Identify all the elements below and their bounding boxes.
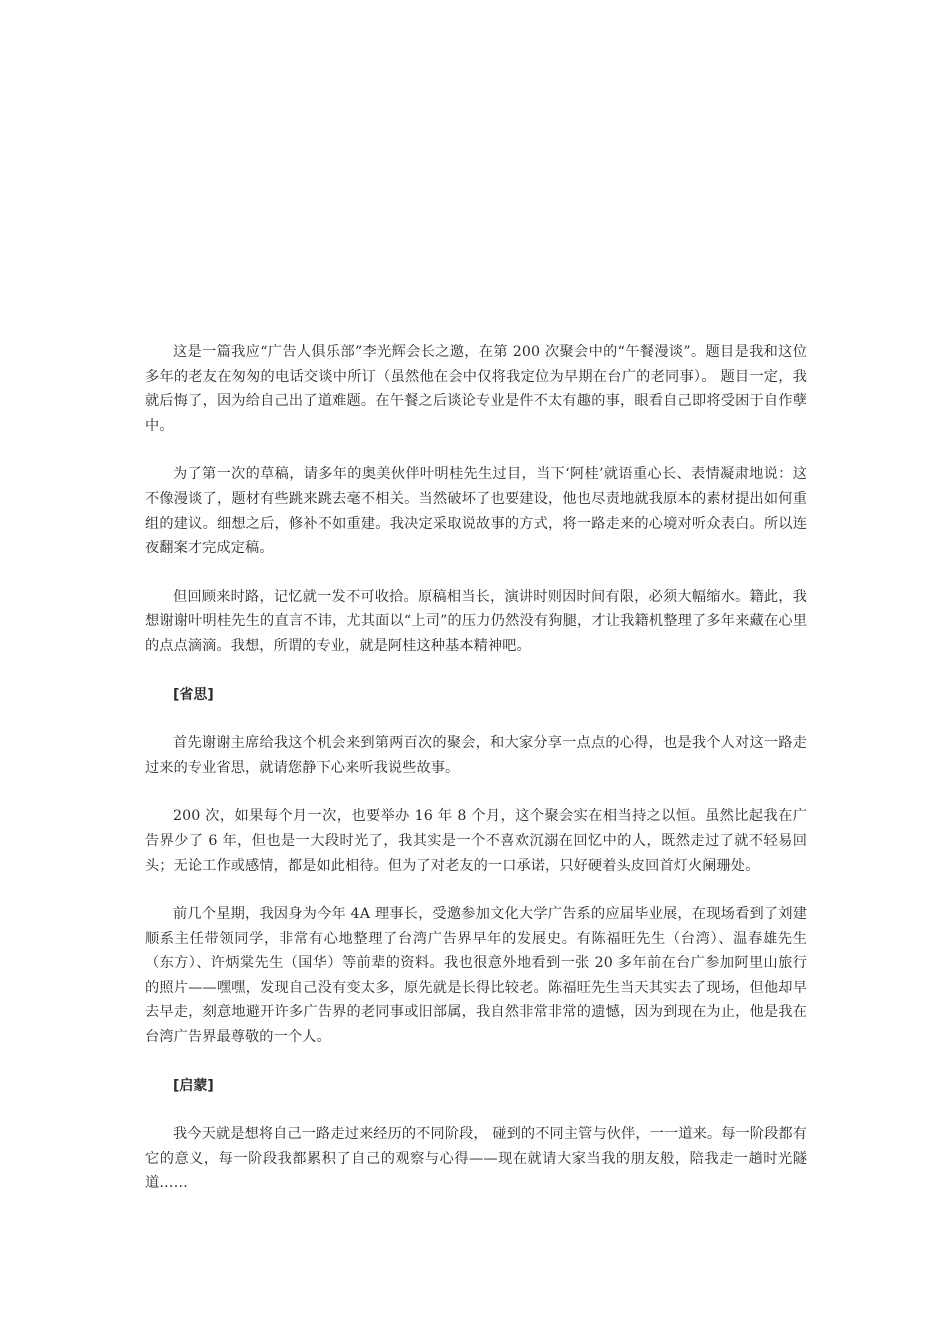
paragraph-thanks: 首先谢谢主席给我这个机会来到第两百次的聚会，和大家分享一点点的心得，也是我个人对这一路走过来的专业省思，就请您静下心来听我说些故事。 xyxy=(145,735,807,776)
section-heading-reflection: [省思] xyxy=(173,686,214,703)
paragraph-200-times: 200 次，如果每个月一次，也要举办 16 年 8 个月，这个聚会实在相当持之以恒。虽然比起我在广告界少了 6 年，但也是一大段时光了，我其实是一个不喜欢沉溺在回忆中的人，既然走过了就不轻易回头；无论工作或感情，都是如此相待。但为了对老友的一口承诺，只好硬着头皮回首灯火阑珊处。 xyxy=(145,808,807,874)
paragraph-weeks-ago: 前几个星期，我因身为今年 4A 理事长，受邀参加文化大学广告系的应届毕业展，在现场看到了刘建顺系主任带领同学，非常有心地整理了台湾广告界早年的发展史。有陈福旺先生（台湾）、温春雄先生（东方）、许炳棠先生（国华）等前辈的资料。我也很意外地看到一张 20 多年前在台广参加阿里山旅行的照片——嘿嘿，发现自己没有变太多，原先就是长得比较老。陈福旺先生当天其实去了现场，但他却早去早走，刻意地避开许多广告界的老同事或旧部属，我自然非常非常的遗憾，因为到现在为止，他是我在台湾广告界最尊敬的一个人。 xyxy=(145,906,807,1046)
document-body xyxy=(145,340,807,1220)
paragraph-memory: 但回顾来时路，记忆就一发不可收拾。原稿相当长，演讲时则因时间有限，必须大幅缩水。籍此，我想谢谢叶明桂先生的直言不讳，尤其面以“上司”的压力仍然没有狗腿，才让我籍机整理了多年来藏在心里的点点滴滴。我想，所谓的专业，就是阿桂这种基本精神吧。 xyxy=(145,588,807,654)
paragraph-draft: 为了第一次的草稿，请多年的奥美伙伴叶明桂先生过目，当下‘阿桂’就语重心长、表情凝肃地说：这不像漫谈了，题材有些跳来跳去毫不相关。当然破坏了也要建设，他也尽责地就我原本的素材提出如何重组的建议。细想之后，修补不如重建。我决定采取说故事的方式，将一路走来的心境对听众表白。所以连夜翻案才完成定稿。 xyxy=(145,466,807,557)
paragraph-journey: 我今天就是想将自己一路走过来经历的不同阶段， 碰到的不同主管与伙伴，一一道来。每一阶段都有它的意义，每一阶段我都累积了自己的观察与心得——现在就请大家当我的朋友般，陪我走一趟时光隧道…… xyxy=(145,1126,807,1192)
section-heading-enlightenment: [启蒙] xyxy=(173,1077,214,1094)
paragraph-intro: 这是一篇我应“广告人俱乐部”李光辉会长之邀，在第 200 次聚会中的“午餐漫谈”。题目是我和这位多年的老友在匆匆的电话交谈中所订（虽然他在会中仅将我定位为早期在台广的老同事）。 题目一定，我就后悔了，因为给自己出了道难题。在午餐之后谈论专业是件不太有趣的事，眼看自己即将受困于自作孽中。 xyxy=(145,344,807,434)
